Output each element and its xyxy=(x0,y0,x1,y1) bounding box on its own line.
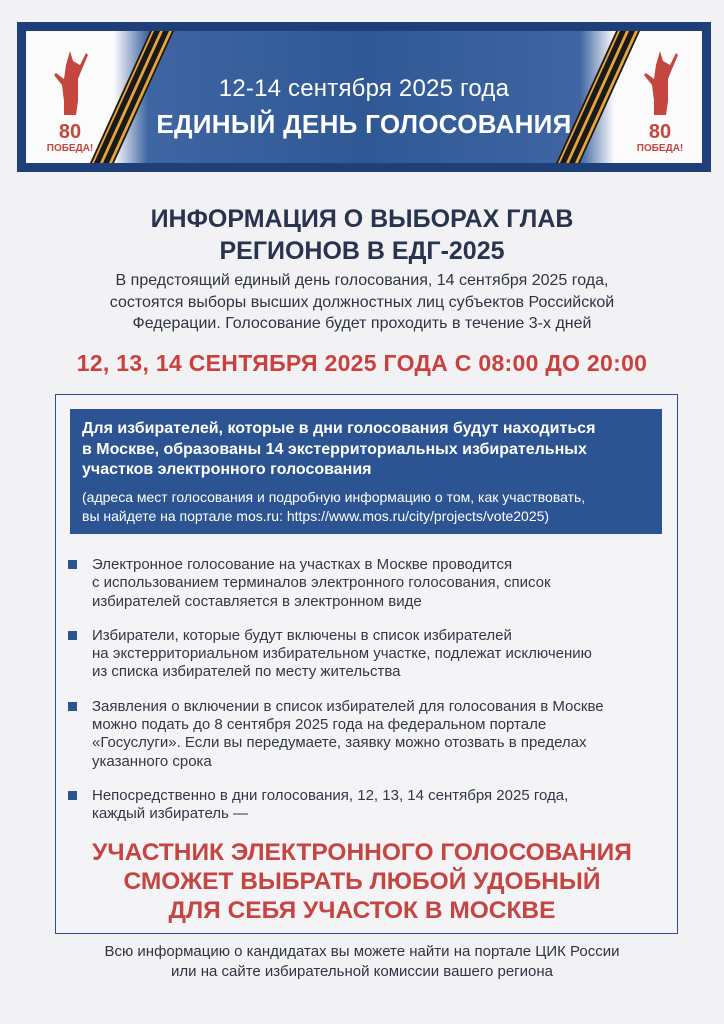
list-item-line: «Госуслуги». Если вы передумаете, заявку можно отозвать в пределах xyxy=(92,734,587,752)
footer-note xyxy=(0,942,724,982)
list-item-line: с использованием терминалов электронного голосования, список xyxy=(92,574,551,592)
square-bullet-icon xyxy=(68,702,77,711)
page-title-line: РЕГИОНОВ В ЕДГ-2025 xyxy=(219,237,505,265)
square-bullet-icon xyxy=(68,560,77,569)
intro-paragraph xyxy=(60,270,664,335)
highlight-statement xyxy=(70,838,654,925)
list-item-line: избирателей составляется в электронном виде xyxy=(92,592,422,610)
footer-line: Всю информацию о кандидатах вы можете найти на портале ЦИК России xyxy=(104,943,620,960)
info-box xyxy=(70,409,662,534)
page-title-line: ИНФОРМАЦИЯ О ВЫБОРАХ ГЛАВ xyxy=(150,205,574,233)
info-box-heading xyxy=(82,419,650,481)
highlight-line: СМОЖЕТ ВЫБРАТЬ ЛЮБОЙ УДОБНЫЙ xyxy=(123,868,601,895)
list-item-line: из списка избирателей по месту жительства xyxy=(92,663,401,681)
intro-line: состоятся выборы высших должностных лиц субъектов Российской xyxy=(109,293,615,311)
intro-line: В предстоящий единый день голосования, 14 сентября 2025 года, xyxy=(115,272,609,289)
banner-date: 12-14 сентября 2025 года xyxy=(218,75,510,102)
list-item xyxy=(68,556,648,611)
page-title xyxy=(0,203,724,267)
list-item xyxy=(68,698,648,771)
highlight-line: ДЛЯ СЕБЯ УЧАСТОК В МОСКВЕ xyxy=(168,897,556,924)
banner-panel xyxy=(26,31,702,163)
list-item-line: можно подать до 8 сентября 2025 года на федеральном портале xyxy=(92,716,547,734)
list-item-line: Электронное голосование на участках в Москве проводится xyxy=(92,556,513,573)
list-item-line: Непосредственно в дни голосования, 12, 13, 14 сентября 2025 года, xyxy=(92,786,569,804)
square-bullet-icon xyxy=(68,631,77,640)
info-box-note-line: вы найдете на портале mos.ru: https://www.mos.ru/city/projects/vote2025) xyxy=(82,508,550,524)
voting-dates: 12, 13, 14 СЕНТЯБРЯ 2025 ГОДА С 08:00 ДО 20:00 xyxy=(76,350,648,376)
list-item-line: каждый избиратель — xyxy=(92,805,249,823)
svg-text:80: 80 xyxy=(648,121,672,143)
svg-text:ПОБЕДА!: ПОБЕДА! xyxy=(46,143,94,153)
list-item xyxy=(68,787,648,824)
list-item-line: Избиратели, которые будут включены в список избирателей xyxy=(92,626,512,644)
list-item-line: Заявления о включении в список избирателей для голосования в Москве xyxy=(92,697,604,715)
svg-text:80: 80 xyxy=(58,121,82,143)
info-box-note-line: (адреса мест голосования и подробную информацию о том, как участвовать, xyxy=(82,488,586,505)
footer-line: или на сайте избирательной комиссии вашего региона xyxy=(171,963,553,980)
banner-title: ЕДИНЫЙ ДЕНЬ ГОЛОСОВАНИЯ xyxy=(156,109,572,139)
info-box-heading-line: в Москве, образованы 14 экстерриториальных избирательных xyxy=(82,440,587,458)
bullet-list xyxy=(68,556,648,824)
svg-text:ПОБЕДА!: ПОБЕДА! xyxy=(636,143,684,153)
list-item-line: указанного срока xyxy=(92,752,212,770)
info-box-heading-line: Для избирателей, которые в дни голосования будут находиться xyxy=(82,420,596,437)
list-item-line: на экстерриториальном избирательном участке, подлежат исключению xyxy=(92,645,592,663)
info-box-heading-line: участков электронного голосования xyxy=(82,461,372,478)
intro-line: Федерации. Голосование будет проходить в течение 3-х дней xyxy=(132,315,592,332)
info-box-note xyxy=(82,488,650,527)
square-bullet-icon xyxy=(68,791,77,800)
highlight-line: УЧАСТНИК ЭЛЕКТРОННОГО ГОЛОСОВАНИЯ xyxy=(92,839,632,866)
top-banner xyxy=(17,22,711,172)
list-item xyxy=(68,627,648,682)
